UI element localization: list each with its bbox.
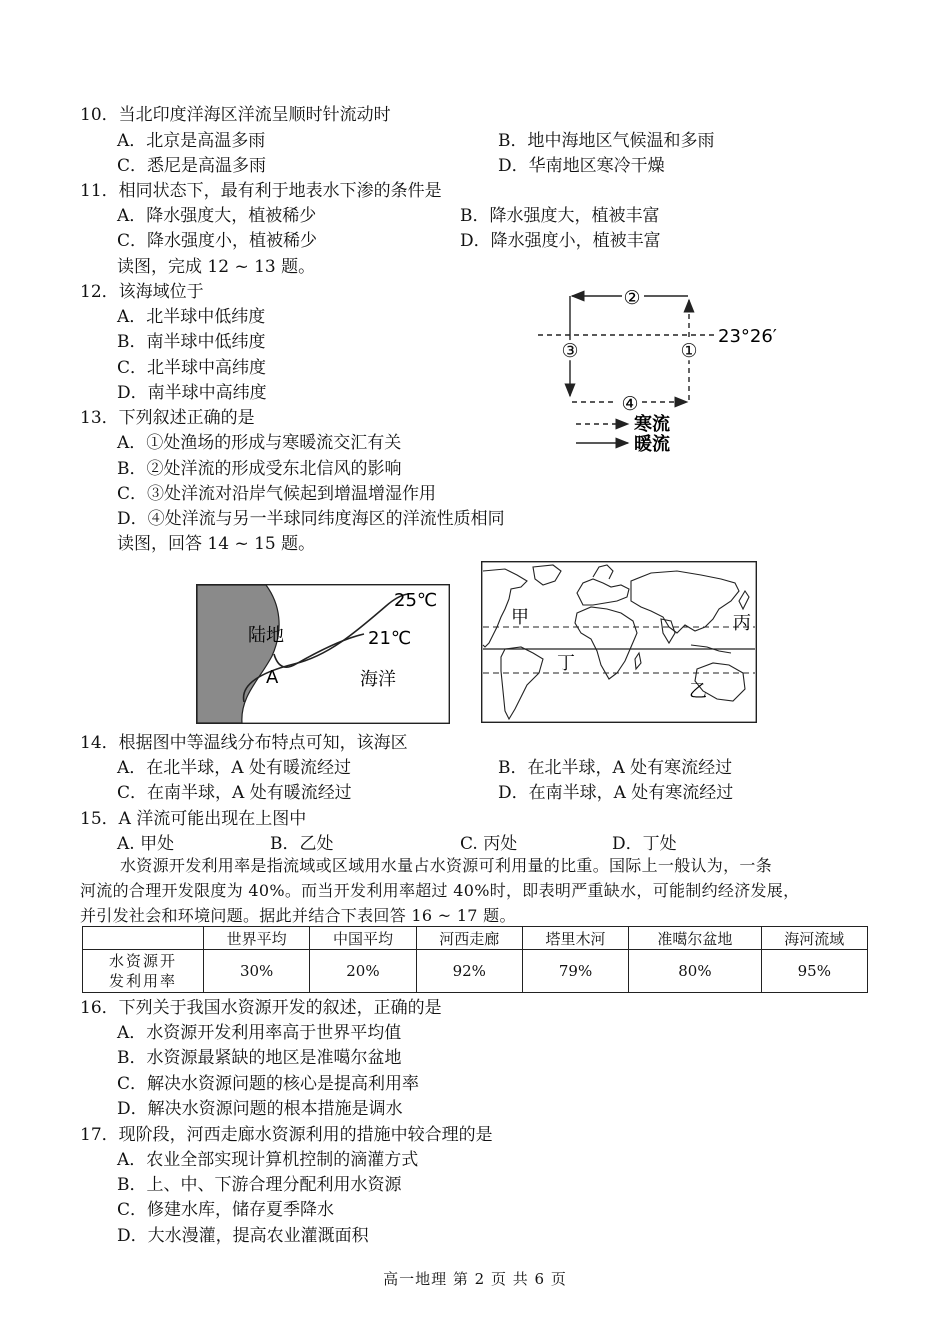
q13-option-d: D．④处洋流与另一半球同纬度海区的洋流性质相同	[117, 509, 505, 529]
legend-cold-label: 寒流	[634, 414, 670, 435]
table-header-cell: 塔里木河	[522, 927, 628, 950]
table-cell: 30%	[204, 950, 310, 993]
isotherm-25-label: 25℃	[394, 590, 438, 611]
intro-14-15: 读图，回答 14 ~ 15 题。	[117, 534, 316, 554]
q12-stem: 12．该海域位于	[80, 282, 204, 302]
legend-warm-label: 暖流	[634, 434, 670, 454]
q10-option-b: B．地中海地区气候温和多雨	[498, 131, 715, 151]
q15-option-c: C. 丙处	[460, 834, 518, 854]
water-resource-table	[82, 926, 868, 993]
passage-line-2: 河流的合理开发限度为 40%。而当开发利用率超过 40%时，即表明严重缺水，可能制约经济发展，	[80, 881, 800, 900]
q13-stem: 13．下列叙述正确的是	[80, 408, 255, 428]
q12-option-b: B．南半球中低纬度	[117, 332, 266, 352]
label-ding: 丁	[557, 653, 575, 674]
q15-option-a: A. 甲处	[117, 834, 175, 854]
land-label: 陆地	[248, 625, 284, 646]
table-cell: 79%	[522, 950, 628, 993]
label-yi: 乙	[689, 681, 707, 702]
table-header-cell: 中国平均	[310, 927, 416, 950]
q11-stem: 11．相同状态下，最有利于地表水下渗的条件是	[80, 181, 442, 201]
q17-option-d: D．大水漫灌，提高农业灌溉面积	[117, 1226, 369, 1246]
label-circle-2: ②	[623, 287, 641, 309]
q16-stem: 16．下列关于我国水资源开发的叙述，正确的是	[80, 998, 442, 1018]
q14-option-d: D．在南半球，A 处有寒流经过	[498, 783, 734, 803]
q15-option-b: B．乙处	[270, 834, 334, 854]
q13-option-c: C．③处洋流对沿岸气候起到增温增湿作用	[117, 484, 437, 504]
q14-stem: 14．根据图中等温线分布特点可知，该海区	[80, 733, 408, 753]
table-header-cell: 河西走廊	[416, 927, 522, 950]
table-cell: 92%	[416, 950, 522, 993]
ocean-label: 海洋	[360, 669, 396, 690]
q10-stem: 10．当北印度洋海区洋流呈顺时针流动时	[80, 105, 391, 125]
table-cell: 95%	[761, 950, 867, 993]
q16-option-c: C．解决水资源问题的核心是提高利用率	[117, 1074, 420, 1094]
q16-option-b: B．水资源最紧缺的地区是准噶尔盆地	[117, 1048, 402, 1068]
q15-stem: 15．A 洋流可能出现在上图中	[80, 809, 307, 829]
table-header-row	[83, 927, 868, 950]
q17-stem: 17．现阶段，河西走廊水资源利用的措施中较合理的是	[80, 1125, 493, 1145]
table-row	[83, 950, 868, 993]
label-circle-4: ④	[621, 393, 639, 415]
latitude-label: 23°26′	[718, 326, 777, 347]
q16-option-a: A．水资源开发利用率高于世界平均值	[117, 1023, 402, 1043]
row-label-line-2: 发利用率	[108, 972, 177, 990]
q17-option-a: A．农业全部实现计算机控制的滴灌方式	[117, 1150, 419, 1170]
q13-option-a: A．①处渔场的形成与寒暖流交汇有关	[117, 433, 402, 453]
q14-option-b: B．在北半球，A 处有寒流经过	[498, 758, 733, 778]
q10-option-a: A．北京是高温多雨	[117, 131, 266, 151]
passage-line-3: 并引发社会和环境问题。据此并结合下表回答 16 ~ 17 题。	[80, 906, 516, 925]
table-header-cell: 准噶尔盆地	[629, 927, 761, 950]
ocean-current-diagram	[530, 282, 800, 454]
q16-option-d: D．解决水资源问题的根本措施是调水	[117, 1099, 403, 1119]
q12-option-d: D．南半球中高纬度	[117, 383, 267, 403]
q14-option-a: A．在北半球，A 处有暖流经过	[117, 758, 351, 778]
q10-option-d: D．华南地区寒冷干燥	[498, 156, 665, 176]
q14-option-c: C．在南半球，A 处有暖流经过	[117, 783, 352, 803]
row-label-line-1: 水资源开	[108, 952, 177, 970]
passage-line-1: 水资源开发利用率是指流域或区域用水量占水资源可利用量的比重。国际上一般认为，一条	[120, 856, 773, 875]
table-cell: 80%	[629, 950, 761, 993]
q10-option-c: C．悉尼是高温多雨	[117, 156, 267, 176]
isotherm-21-label: 21℃	[368, 628, 412, 649]
q11-option-a: A．降水强度大，植被稀少	[117, 206, 317, 226]
q12-option-c: C．北半球中高纬度	[117, 358, 267, 378]
q11-option-b: B．降水强度大，植被丰富	[460, 206, 660, 226]
table-header-cell: 海河流域	[761, 927, 867, 950]
world-map	[481, 561, 757, 723]
q12-option-a: A．北半球中低纬度	[117, 307, 266, 327]
intro-12-13: 读图，完成 12 ~ 13 题。	[117, 257, 316, 277]
page-footer: 高一地理 第 2 页 共 6 页	[383, 1270, 567, 1288]
q11-option-d: D．降水强度小，植被丰富	[460, 231, 661, 251]
q17-option-b: B．上、中、下游合理分配利用水资源	[117, 1175, 402, 1195]
q13-option-b: B．②处洋流的形成受东北信风的影响	[117, 459, 402, 479]
passage	[80, 853, 880, 928]
label-jia: 甲	[511, 607, 529, 628]
q17-option-c: C．修建水库，储存夏季降水	[117, 1200, 335, 1220]
label-circle-3: ③	[561, 340, 579, 362]
point-a-label: A	[266, 667, 279, 688]
table-row-label	[83, 950, 204, 993]
table-header-cell: 世界平均	[204, 927, 310, 950]
table-cell: 20%	[310, 950, 416, 993]
q15-option-d: D．丁处	[612, 834, 677, 854]
isotherm-map	[196, 584, 450, 724]
table-header-cell	[83, 927, 204, 950]
q11-option-c: C．降水强度小，植被稀少	[117, 231, 318, 251]
label-bing: 丙	[733, 613, 751, 634]
label-circle-1: ①	[680, 340, 698, 362]
